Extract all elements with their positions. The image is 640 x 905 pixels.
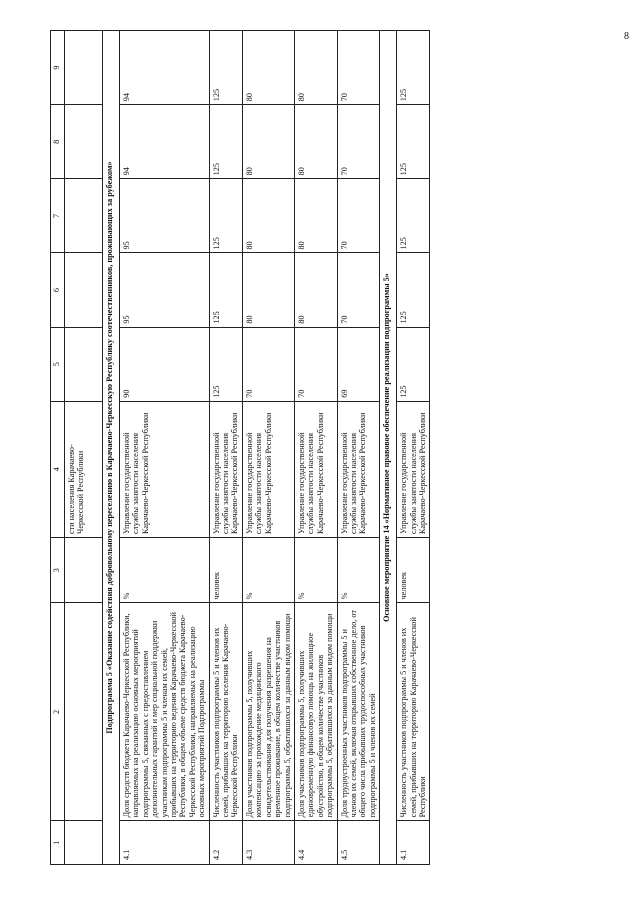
section-title: Подпрограмма 5 «Оказание содействия добровольному переселению в Карачаево-Черкесскую Республику соотечественников, проживающих за рубежом» (103, 31, 120, 865)
continuation-row (65, 31, 103, 865)
unit: % (337, 537, 380, 602)
table-row (337, 31, 380, 865)
table-row (120, 31, 210, 865)
value-9: 70 (337, 31, 380, 105)
value-5: 70 (242, 327, 294, 401)
value-7: 70 (337, 179, 380, 253)
col-header-1: 1 (51, 821, 65, 865)
value-5: 125 (397, 327, 430, 401)
unit: человек (209, 537, 242, 602)
value-8: 125 (209, 105, 242, 179)
value-8: 94 (120, 105, 210, 179)
col-header-3: 3 (51, 537, 65, 602)
col-header-8: 8 (51, 105, 65, 179)
unit: % (120, 537, 210, 602)
table-row (397, 31, 430, 865)
table-row (209, 31, 242, 865)
table-row (294, 31, 337, 865)
col-header-5: 5 (51, 327, 65, 401)
indicator-name: Доля участников подпрограммы 5, получивших единовременную финансовую помощь на жилищное обустройство, в общем количестве участников подпрограммы 5, обратившихся за данным видом помощи (294, 603, 337, 821)
value-9: 125 (209, 31, 242, 105)
col-header-7: 7 (51, 179, 65, 253)
value-7: 125 (209, 179, 242, 253)
value-6: 95 (120, 253, 210, 327)
value-9: 125 (397, 31, 430, 105)
section-row (103, 31, 120, 865)
indicator-name: Численность участников подпрограммы 5 и членов их семей, прибывших на территорию вселения Карачаево-Черкесской Республики (209, 603, 242, 821)
page-number: 8 (624, 31, 629, 42)
executor: Управление государственной службы занятости населения Карачаево-Черкесской Республики (397, 401, 430, 537)
value-9: 94 (120, 31, 210, 105)
col-header-9: 9 (51, 31, 65, 105)
value-6: 125 (397, 253, 430, 327)
value-7: 95 (120, 179, 210, 253)
continuation-executor: сти населения Карачаево-Черкесской Республики (65, 401, 103, 537)
unit: % (242, 537, 294, 602)
value-7: 80 (294, 179, 337, 253)
executor: Управление государственной службы занятости населения Карачаево-Черкесской Республики (294, 401, 337, 537)
value-9: 80 (294, 31, 337, 105)
indicator-name: Численность участников подпрограммы 5 и членов их семей, прибывших на территорию Карачаево-Черкесской Республики (397, 603, 430, 821)
executor: Управление государственной службы занятости населения Карачаево-Черкесской Республики (337, 401, 380, 537)
value-5: 70 (294, 327, 337, 401)
row-number: 4.1 (397, 821, 430, 865)
executor: Управление государственной службы занятости населения Карачаево-Черкесской Республики (120, 401, 210, 537)
unit: % (294, 537, 337, 602)
indicator-name: Доля участников подпрограммы 5, получивших компенсацию за прохождение медицинского освидетельствования для получения разрешения на временное проживание, в общем количестве участников подпрограммы 5, обратившихся за данным видом помощи (242, 603, 294, 821)
value-5: 90 (120, 327, 210, 401)
value-8: 80 (242, 105, 294, 179)
value-9: 80 (242, 31, 294, 105)
value-7: 125 (397, 179, 430, 253)
row-number: 4.1 (120, 821, 210, 865)
col-header-2: 2 (51, 603, 65, 821)
value-8: 125 (397, 105, 430, 179)
row-number: 4.4 (294, 821, 337, 865)
col-header-4: 4 (51, 401, 65, 537)
value-5: 69 (337, 327, 380, 401)
table-row (242, 31, 294, 865)
section-row (380, 31, 397, 865)
value-8: 70 (337, 105, 380, 179)
indicator-name: Доля средств бюджета Карачаево-Черкесской Республики, направляемых на реализацию основных мероприятий подпрограммы 5, связанных с предоставлением дополнительных гарантий и мер социальной поддержки участникам подпрограммы 5 и членам их семей, прибывших на территорию ведения Карачаево-Черкесской Республики, в общем объеме средств бюджета Карачаево-Черкесской Республики, направляемых на реализацию основных мероприятий Подпрограммы (120, 603, 210, 821)
row-number: 4.5 (337, 821, 380, 865)
value-6: 70 (337, 253, 380, 327)
value-7: 80 (242, 179, 294, 253)
executor: Управление государственной службы занятости населения Карачаево-Черкесской Республики (242, 401, 294, 537)
value-8: 80 (294, 105, 337, 179)
unit: человек (397, 537, 430, 602)
value-6: 80 (294, 253, 337, 327)
value-6: 125 (209, 253, 242, 327)
section-title: Основное мероприятие 14 «Нормативное правовое обеспечение реализации подпрограммы 5» (380, 31, 397, 865)
indicator-name: Доля трудоустроенных участников подпрограммы 5 и членов их семей, включая открывших собственное дело, от общего числа прибывших трудоспособных участников подпрограммы 5 и членов их семей (337, 603, 380, 821)
row-number: 4.2 (209, 821, 242, 865)
value-6: 80 (242, 253, 294, 327)
value-5: 125 (209, 327, 242, 401)
indicators-table (50, 30, 430, 865)
rotated-table-container (50, 30, 625, 865)
executor: Управление государственной службы занятости населения Карачаево-Черкесской Республики (209, 401, 242, 537)
col-header-6: 6 (51, 253, 65, 327)
column-number-row (51, 31, 65, 865)
row-number: 4.3 (242, 821, 294, 865)
